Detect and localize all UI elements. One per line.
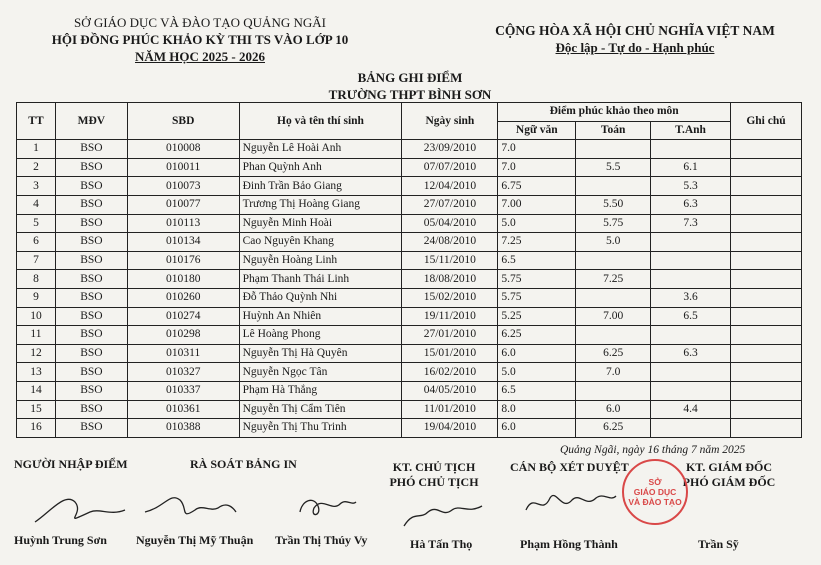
row-mdv: BSO (55, 419, 127, 438)
row-sbd: 010260 (127, 288, 239, 307)
signature-5 (520, 482, 620, 527)
seal-line3: VÀ ĐÀO TẠO (628, 497, 682, 507)
row-name: Lê Hoàng Phong (239, 326, 402, 345)
chair-role-line2: PHÓ CHỦ TỊCH (389, 475, 479, 489)
row-dob: 27/01/2010 (402, 326, 498, 345)
table-row (17, 251, 802, 270)
row-tt: 4 (17, 195, 56, 214)
row-dob: 04/05/2010 (402, 381, 498, 400)
row-mdv: BSO (55, 158, 127, 177)
row-note (731, 158, 802, 177)
table-row (17, 307, 802, 326)
row-note (731, 381, 802, 400)
row-tt: 6 (17, 233, 56, 252)
signature-2 (140, 482, 240, 532)
row-tt: 13 (17, 363, 56, 382)
row-mdv: BSO (55, 288, 127, 307)
row-lit: 6.0 (498, 419, 576, 438)
row-dob: 15/01/2010 (402, 344, 498, 363)
table-row (17, 344, 802, 363)
table-row (17, 214, 802, 233)
row-math: 7.00 (576, 307, 651, 326)
row-tt: 12 (17, 344, 56, 363)
motto: Độc lập - Tự do - Hạnh phúc (555, 40, 715, 55)
row-eng (651, 326, 731, 345)
row-tt: 1 (17, 140, 56, 159)
row-sbd: 010337 (127, 381, 239, 400)
row-name: Nguyễn Thị Cẩm Tiên (239, 400, 402, 419)
signer-3: Trần Thị Thúy Vy (275, 533, 368, 547)
row-note (731, 177, 802, 196)
row-mdv: BSO (55, 195, 127, 214)
header-left (20, 14, 380, 65)
row-note (731, 288, 802, 307)
row-dob: 18/08/2010 (402, 270, 498, 289)
row-lit: 6.75 (498, 177, 576, 196)
row-tt: 16 (17, 419, 56, 438)
chair-role-line1: KT. CHỦ TỊCH (392, 460, 476, 474)
row-lit: 6.5 (498, 251, 576, 270)
row-note (731, 363, 802, 382)
row-name: Huỳnh An Nhiên (239, 307, 402, 326)
seal-line2: GIÁO DỤC (633, 487, 677, 497)
approve-role: CÁN BỘ XÉT DUYỆT (510, 460, 629, 474)
row-note (731, 140, 802, 159)
row-sbd: 010176 (127, 251, 239, 270)
row-lit: 8.0 (498, 400, 576, 419)
row-dob: 12/04/2010 (402, 177, 498, 196)
row-name: Đỗ Thảo Quỳnh Nhi (239, 288, 402, 307)
row-lit: 7.0 (498, 140, 576, 159)
row-tt: 7 (17, 251, 56, 270)
row-eng: 4.4 (651, 400, 731, 419)
row-lit: 6.25 (498, 326, 576, 345)
row-mdv: BSO (55, 140, 127, 159)
row-name: Trương Thị Hoàng Giang (239, 195, 402, 214)
row-tt: 8 (17, 270, 56, 289)
row-tt: 3 (17, 177, 56, 196)
date-line: Quảng Ngãi, ngày 16 tháng 7 năm 2025 (560, 444, 746, 456)
row-sbd: 010327 (127, 363, 239, 382)
row-note (731, 214, 802, 233)
council-name: HỘI ĐỒNG PHÚC KHẢO KỲ THI TS VÀO LỚP 10 (51, 32, 349, 47)
row-mdv: BSO (55, 214, 127, 233)
signer-1: Huỳnh Trung Sơn (14, 533, 107, 547)
col-dob: Ngày sinh (402, 103, 498, 140)
row-sbd: 010274 (127, 307, 239, 326)
row-math: 7.0 (576, 363, 651, 382)
col-eng: T.Anh (651, 121, 731, 140)
school-year: NĂM HỌC 2025 - 2026 (135, 49, 265, 64)
row-mdv: BSO (55, 251, 127, 270)
row-lit: 7.0 (498, 158, 576, 177)
row-note (731, 400, 802, 419)
row-note (731, 419, 802, 438)
row-mdv: BSO (55, 326, 127, 345)
row-lit: 5.0 (498, 214, 576, 233)
table-row (17, 326, 802, 345)
row-sbd: 010113 (127, 214, 239, 233)
row-tt: 9 (17, 288, 56, 307)
table-row (17, 419, 802, 438)
row-name: Đinh Trần Bảo Giang (239, 177, 402, 196)
row-note (731, 233, 802, 252)
row-name: Nguyễn Minh Hoài (239, 214, 402, 233)
row-eng: 6.3 (651, 195, 731, 214)
row-math: 7.25 (576, 270, 651, 289)
signer-6: Trần Sỹ (698, 537, 739, 551)
row-math (576, 251, 651, 270)
row-sbd: 010073 (127, 177, 239, 196)
table-row (17, 140, 802, 159)
row-math: 5.0 (576, 233, 651, 252)
signature-3 (292, 482, 362, 527)
row-tt: 14 (17, 381, 56, 400)
row-name: Cao Nguyên Khang (239, 233, 402, 252)
row-math: 5.50 (576, 195, 651, 214)
signer-4: Hà Tấn Thọ (410, 537, 473, 551)
department-name: SỞ GIÁO DỤC VÀ ĐÀO TẠO QUẢNG NGÃI (74, 15, 326, 30)
row-sbd: 010311 (127, 344, 239, 363)
row-tt: 15 (17, 400, 56, 419)
row-lit: 7.25 (498, 233, 576, 252)
title-line2: TRƯỜNG THPT BÌNH SƠN (328, 87, 492, 102)
row-eng: 6.5 (651, 307, 731, 326)
col-name: Họ và tên thí sinh (239, 103, 402, 140)
row-note (731, 326, 802, 345)
table-row (17, 233, 802, 252)
row-lit: 5.75 (498, 270, 576, 289)
row-mdv: BSO (55, 307, 127, 326)
signature-1 (30, 482, 130, 532)
row-name: Phạm Hà Thắng (239, 381, 402, 400)
table-row (17, 400, 802, 419)
row-sbd: 010180 (127, 270, 239, 289)
row-mdv: BSO (55, 400, 127, 419)
col-lit: Ngữ văn (498, 121, 576, 140)
signature-4 (398, 490, 488, 535)
row-math: 5.5 (576, 158, 651, 177)
title-line1: BẢNG GHI ĐIỂM (357, 70, 463, 85)
row-math (576, 288, 651, 307)
row-sbd: 010134 (127, 233, 239, 252)
director-role-line2: PHÓ GIÁM ĐỐC (682, 475, 776, 489)
table-row (17, 195, 802, 214)
row-note (731, 307, 802, 326)
seal-line1: SỞ (648, 477, 662, 487)
row-math: 6.25 (576, 419, 651, 438)
col-mdv: MĐV (55, 103, 127, 140)
row-eng (651, 270, 731, 289)
row-sbd: 010388 (127, 419, 239, 438)
review-role: RÀ SOÁT BẢNG IN (190, 457, 297, 471)
table-row (17, 288, 802, 307)
row-dob: 19/11/2010 (402, 307, 498, 326)
col-math: Toán (576, 121, 651, 140)
row-dob: 27/07/2010 (402, 195, 498, 214)
row-sbd: 010011 (127, 158, 239, 177)
row-mdv: BSO (55, 233, 127, 252)
row-note (731, 251, 802, 270)
row-dob: 05/04/2010 (402, 214, 498, 233)
row-tt: 11 (17, 326, 56, 345)
row-dob: 19/04/2010 (402, 419, 498, 438)
row-name: Phan Quỳnh Anh (239, 158, 402, 177)
director-role-line1: KT. GIÁM ĐỐC (685, 460, 773, 474)
row-math (576, 177, 651, 196)
row-dob: 23/09/2010 (402, 140, 498, 159)
row-lit: 6.5 (498, 381, 576, 400)
row-lit: 5.0 (498, 363, 576, 382)
chair-role (372, 460, 496, 490)
row-tt: 10 (17, 307, 56, 326)
row-name: Nguyễn Hoàng Linh (239, 251, 402, 270)
row-mdv: BSO (55, 363, 127, 382)
row-eng: 6.3 (651, 344, 731, 363)
row-eng: 5.3 (651, 177, 731, 196)
country-name: CỘNG HÒA XÃ HỘI CHỦ NGHĨA VIỆT NAM (495, 23, 775, 38)
row-eng (651, 251, 731, 270)
row-math: 6.0 (576, 400, 651, 419)
row-math: 5.75 (576, 214, 651, 233)
row-eng (651, 419, 731, 438)
row-math (576, 381, 651, 400)
row-mdv: BSO (55, 344, 127, 363)
row-lit: 7.00 (498, 195, 576, 214)
row-dob: 07/07/2010 (402, 158, 498, 177)
row-eng (651, 233, 731, 252)
row-lit: 5.25 (498, 307, 576, 326)
row-dob: 24/08/2010 (402, 233, 498, 252)
row-eng (651, 363, 731, 382)
row-math (576, 140, 651, 159)
row-name: Phạm Thanh Thái Linh (239, 270, 402, 289)
row-mdv: BSO (55, 381, 127, 400)
col-note: Ghi chú (731, 103, 802, 140)
score-table (16, 102, 802, 438)
row-lit: 5.75 (498, 288, 576, 307)
header-right (470, 22, 800, 56)
row-name: Nguyễn Thị Hà Quyên (239, 344, 402, 363)
col-scores-group: Điểm phúc khảo theo môn (498, 103, 731, 122)
table-row (17, 381, 802, 400)
table-row (17, 158, 802, 177)
table-row (17, 270, 802, 289)
row-name: Nguyễn Thị Thu Trinh (239, 419, 402, 438)
table-row (17, 177, 802, 196)
row-mdv: BSO (55, 177, 127, 196)
row-name: Nguyễn Lê Hoài Anh (239, 140, 402, 159)
row-sbd: 010077 (127, 195, 239, 214)
signer-2: Nguyễn Thị Mỹ Thuận (136, 533, 254, 547)
row-dob: 15/11/2010 (402, 251, 498, 270)
official-seal (622, 459, 688, 525)
signer-5: Phạm Hồng Thành (520, 537, 618, 551)
row-math: 6.25 (576, 344, 651, 363)
row-note (731, 270, 802, 289)
row-tt: 5 (17, 214, 56, 233)
row-sbd: 010008 (127, 140, 239, 159)
row-tt: 2 (17, 158, 56, 177)
row-sbd: 010298 (127, 326, 239, 345)
entry-role: NGƯỜI NHẬP ĐIỂM (14, 457, 128, 471)
row-eng (651, 381, 731, 400)
col-tt: TT (17, 103, 56, 140)
row-eng: 6.1 (651, 158, 731, 177)
document-title (210, 69, 610, 103)
row-dob: 16/02/2010 (402, 363, 498, 382)
col-sbd: SBD (127, 103, 239, 140)
table-row (17, 363, 802, 382)
row-eng (651, 140, 731, 159)
row-mdv: BSO (55, 270, 127, 289)
row-dob: 11/01/2010 (402, 400, 498, 419)
row-eng: 7.3 (651, 214, 731, 233)
row-math (576, 326, 651, 345)
row-sbd: 010361 (127, 400, 239, 419)
row-dob: 15/02/2010 (402, 288, 498, 307)
row-note (731, 195, 802, 214)
row-eng: 3.6 (651, 288, 731, 307)
row-note (731, 344, 802, 363)
row-name: Nguyễn Ngọc Tân (239, 363, 402, 382)
row-lit: 6.0 (498, 344, 576, 363)
